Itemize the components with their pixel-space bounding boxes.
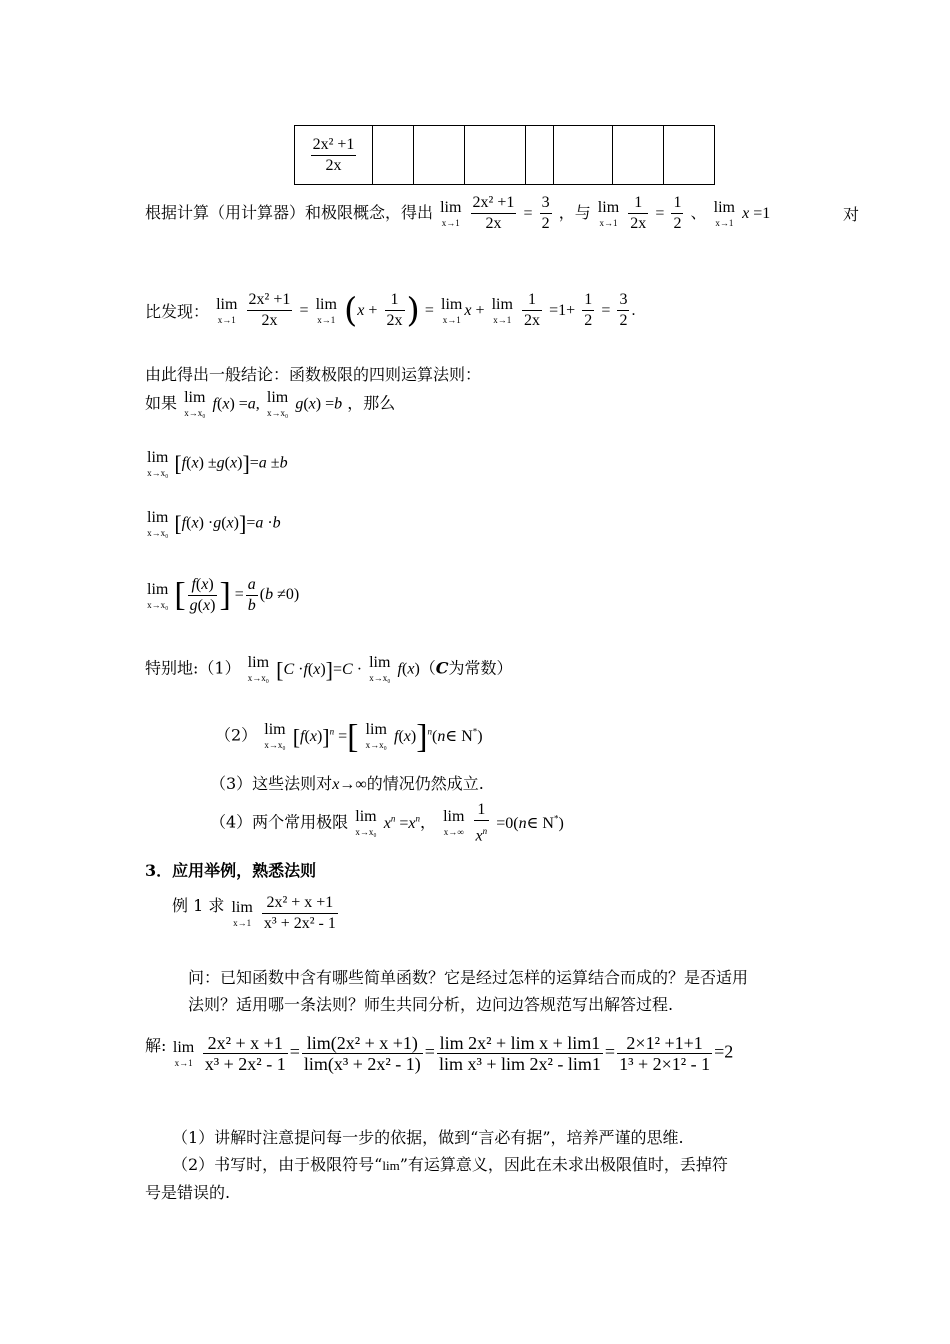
question-line: 法则？适用哪一条法则？师生共同分析，边问边答规范写出解答过程. [188, 995, 674, 1014]
note-line: 号是错误的. [145, 1183, 231, 1202]
special-2: （2） lim x→x₀ $[f(x)]^n$ =[ lim x→x₀ f(x)]$^n$(n∈ N*) [215, 718, 483, 755]
note-line: （1）讲解时注意提问每一步的依据，做到“言必有据”，培养严谨的思维. [172, 1128, 684, 1147]
value-table [294, 125, 715, 185]
paragraph-line: 如果 lim x→x₀ f(x) =a, lim x→x₀ g(x) =b ，那么 [145, 389, 396, 418]
section-heading: 3．应用举例，熟悉法则 [145, 861, 317, 880]
table-cell [554, 126, 613, 185]
table-cell [613, 126, 664, 185]
rule-sum: lim x→x₀ [f(x) ±g(x)]=a ±b [147, 449, 288, 478]
special-3: （3）这些法则对x→∞的情况仍然成立. [210, 774, 484, 793]
rule-quotient: lim x→x₀ [ $\frac{f(x)}{g(x)}$ ] = $\frac{a}{b}$ (b ≠0) [147, 576, 300, 614]
note-line: （2）书写时，由于极限符号“lim”有运算意义，因此在未求出极限值时，丢掉符 [172, 1155, 728, 1174]
table-header-cell: $\frac{\text{2x² +1}}{2x}$ [295, 126, 373, 185]
question-line: 问：已知函数中含有哪些简单函数？它是经过怎样的运算结合而成的？是否适用 [188, 968, 749, 987]
table-cell [414, 126, 465, 185]
example-1: 例 1 求 lim x→1 $\frac{\text{2x² + x +1}}{\text{x³ + 2x² - 1}}$ [172, 894, 336, 932]
paragraph-line: 由此得出一般结论：函数极限的四则运算法则： [145, 365, 482, 384]
table-cell [526, 126, 554, 185]
solution-line: 解: lim x→1 $\frac{\text{2x² + x +1}}{\text{x³ + 2x² - 1}}$ = $\frac{\text{lim(2x² + x +1)}}{\text{lim(x³ + 2x² - 1)}}$ = $\frac{\text{lim 2x² + lim x + lim1}}{\text{lim x³ + lim 2x² - lim1}}$ = $\frac{\text{2×1² +1+1}}{\text{1³ + 2×1² - 1}}$ =2 [145, 1033, 734, 1074]
special-4: （4）两个常用极限 lim x→x₀ $x^n =x^n$， lim x→∞ $\frac{1}{x^n}$ =0(n∈ N*) [210, 801, 564, 845]
table-cell [373, 126, 414, 185]
table-cell [664, 126, 715, 185]
rule-product: lim x→x₀ [f(x) ·g(x)]=a ·b [147, 509, 281, 538]
paragraph-line: 比发现： lim x→1 $\frac{\text{2x² +1}}{2x}$ = lim x→1 (x + $\frac{1}{2x}$ ) = lim x→1 x + lim x→1 $\frac{1}{2x}$ =1+ $\frac{1}{2}$ = $\frac{3}{2}$ . [145, 290, 636, 331]
table-cell [465, 126, 526, 185]
special-1: 特别地:（1） lim x→x₀ [C ·f(x)]=C · lim x→x₀ f(x)（C为常数） [145, 654, 513, 683]
paragraph-line: 根据计算（用计算器）和极限概念，得出 lim x→1 $\frac{\text{2x² +1}}{2x}$ = $\frac{3}{2}$ ，与 lim x→1 $\frac{1}{2x}$ = $\frac{1}{2}$ 、 lim x→1 x =1 [145, 194, 771, 232]
paragraph-line-end: 对 [843, 205, 860, 224]
